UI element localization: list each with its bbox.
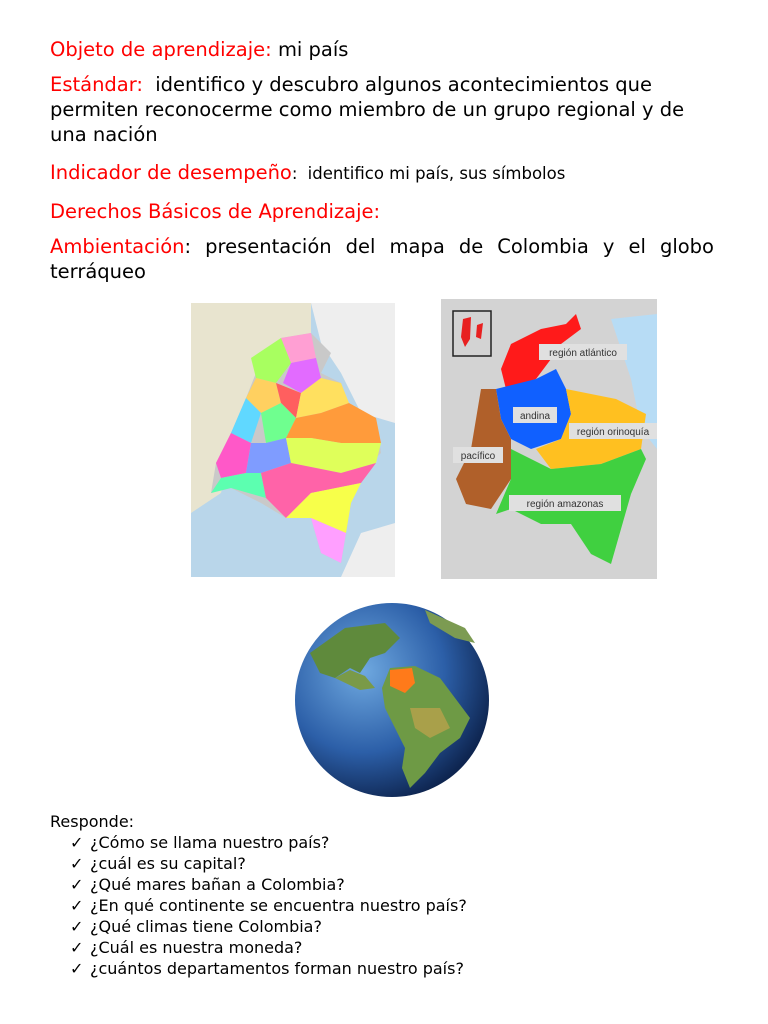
list-item [70, 895, 467, 916]
list-item [70, 832, 467, 853]
check-icon: ✓ [70, 959, 84, 978]
ambientacion-line [50, 234, 714, 284]
list-item [70, 958, 467, 979]
objeto-label: Objeto de aprendizaje: [50, 38, 272, 61]
indicador-colon: : [291, 164, 298, 183]
derechos-heading: Derechos Básicos de Aprendizaje: [50, 200, 381, 223]
question-text: ¿En qué continente se encuentra nuestro país? [90, 896, 467, 915]
responde-title: Responde: [50, 812, 135, 831]
ambientacion-label: Ambientación [50, 235, 185, 258]
list-item [70, 853, 467, 874]
objeto-line [50, 37, 714, 62]
label-orinoquia: región orinoquía [576, 427, 650, 438]
colombia-regions-map [441, 299, 657, 579]
colombia-departments-map [191, 303, 395, 577]
estandar-line [50, 72, 714, 147]
estandar-label: Estándar: [50, 73, 144, 96]
objeto-value: mi país [277, 38, 349, 61]
estandar-value: identifico y descubro algunos acontecimientos que permiten reconocerme como miembro de un grupo regional y de una nación [50, 73, 685, 146]
label-andina: andina [519, 411, 551, 422]
list-item [70, 937, 467, 958]
list-item [70, 874, 467, 895]
indicador-label: Indicador de desempeño [50, 161, 292, 184]
questions-list [70, 832, 467, 979]
question-text: ¿Cuál es nuestra moneda? [90, 938, 303, 957]
check-icon: ✓ [70, 854, 84, 873]
question-text: ¿cuántos departamentos forman nuestro país? [90, 959, 464, 978]
check-icon: ✓ [70, 833, 84, 852]
list-item [70, 916, 467, 937]
indicador-value: identifico mi país, sus símbolos [307, 164, 566, 183]
check-icon: ✓ [70, 917, 84, 936]
check-icon: ✓ [70, 896, 84, 915]
question-text: ¿cuál es su capital? [90, 854, 246, 873]
question-text: ¿Cómo se llama nuestro país? [90, 833, 330, 852]
check-icon: ✓ [70, 938, 84, 957]
label-amazonas: región amazonas [526, 499, 604, 510]
ambientacion-value: : presentación del mapa de Colombia y el globo terráqueo [50, 235, 714, 283]
globe-image [290, 598, 494, 802]
label-atlantico: región atlántico [549, 348, 617, 359]
indicador-line [50, 160, 714, 186]
check-icon: ✓ [70, 875, 84, 894]
label-pacifico: pacífico [460, 451, 496, 462]
question-text: ¿Qué climas tiene Colombia? [90, 917, 322, 936]
question-text: ¿Qué mares bañan a Colombia? [90, 875, 345, 894]
